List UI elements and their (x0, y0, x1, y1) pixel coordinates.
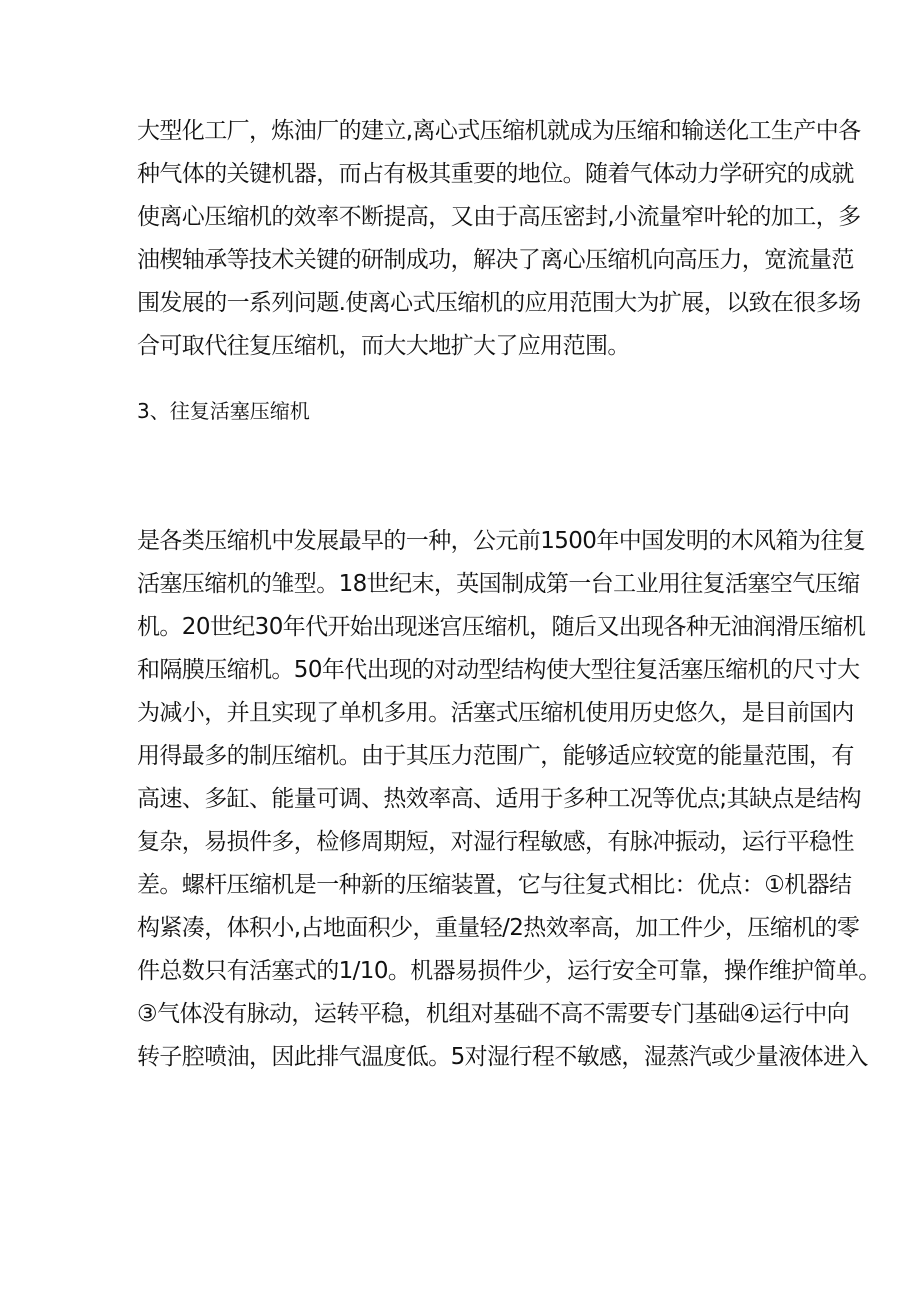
paragraph-2-line-10: 构紧凑，体积小,占地面积少，重量轻/2热效率高，加工件少，压缩机的零 (137, 915, 860, 941)
paragraph-2-line-6: 用得最多的制压缩机。由于其压力范围广，能够适应较宽的能量范围，有 (137, 743, 854, 769)
paragraph-2-line-12: ③气体没有脉动，运转平稳，机组对基础不高不需要专门基础④运行中向 (137, 1001, 850, 1027)
paragraph-2-line-7: 高速、多缸、能量可调、热效率高、适用于多种工况等优点;其缺点是结构 (137, 786, 861, 812)
section-heading: 3、往复活塞压缩机 (137, 399, 310, 423)
paragraph-1-line-2: 种气体的关键机器，而占有极其重要的地位。随着气体动力学研究的成就 (137, 161, 854, 187)
paragraph-1-line-4: 油楔轴承等技术关键的研制成功，解决了离心压缩机向高压力，宽流量范 (137, 247, 854, 273)
paragraph-2-line-3: 机。20世纪30年代开始出现迷宫压缩机，随后又出现各种无油润滑压缩机 (137, 614, 866, 640)
paragraph-1-line-6: 合可取代往复压缩机，而大大地扩大了应用范围。 (137, 333, 630, 359)
paragraph-1-line-3: 使离心压缩机的效率不断提高，又由于高压密封,小流量窄叶轮的加工，多 (137, 204, 861, 230)
paragraph-2-line-8: 复杂，易损件多，检修周期短，对湿行程敏感，有脉冲振动，运行平稳性 (137, 829, 854, 855)
paragraph-2-line-5: 为减小，并且实现了单机多用。活塞式压缩机使用历史悠久，是目前国内 (137, 700, 854, 726)
paragraph-1-line-5: 围发展的一系列问题.使离心式压缩机的应用范围大为扩展，以致在很多场 (137, 290, 861, 316)
paragraph-2-line-4: 和隔膜压缩机。50年代出现的对动型结构使大型往复活塞压缩机的尺寸大 (137, 657, 860, 683)
paragraph-2-line-9: 差。螺杆压缩机是一种新的压缩装置，它与往复式相比：优点：①机器结 (137, 872, 852, 898)
paragraph-2-line-1: 是各类压缩机中发展最早的一种，公元前1500年中国发明的木风箱为往复 (137, 528, 866, 554)
paragraph-2-line-13: 转子腔喷油，因此排气温度低。5对湿行程不敏感，湿蒸汽或少量液体进入 (137, 1044, 868, 1070)
paragraph-2-line-11: 件总数只有活塞式的1/10。机器易损件少，运行安全可靠，操作维护简单。 (137, 958, 881, 984)
paragraph-1-line-1: 大型化工厂，炼油厂的建立,离心式压缩机就成为压缩和输送化工生产中各 (137, 118, 861, 144)
paragraph-2-line-2: 活塞压缩机的雏型。18世纪末，英国制成第一台工业用往复活塞空气压缩 (137, 571, 860, 597)
